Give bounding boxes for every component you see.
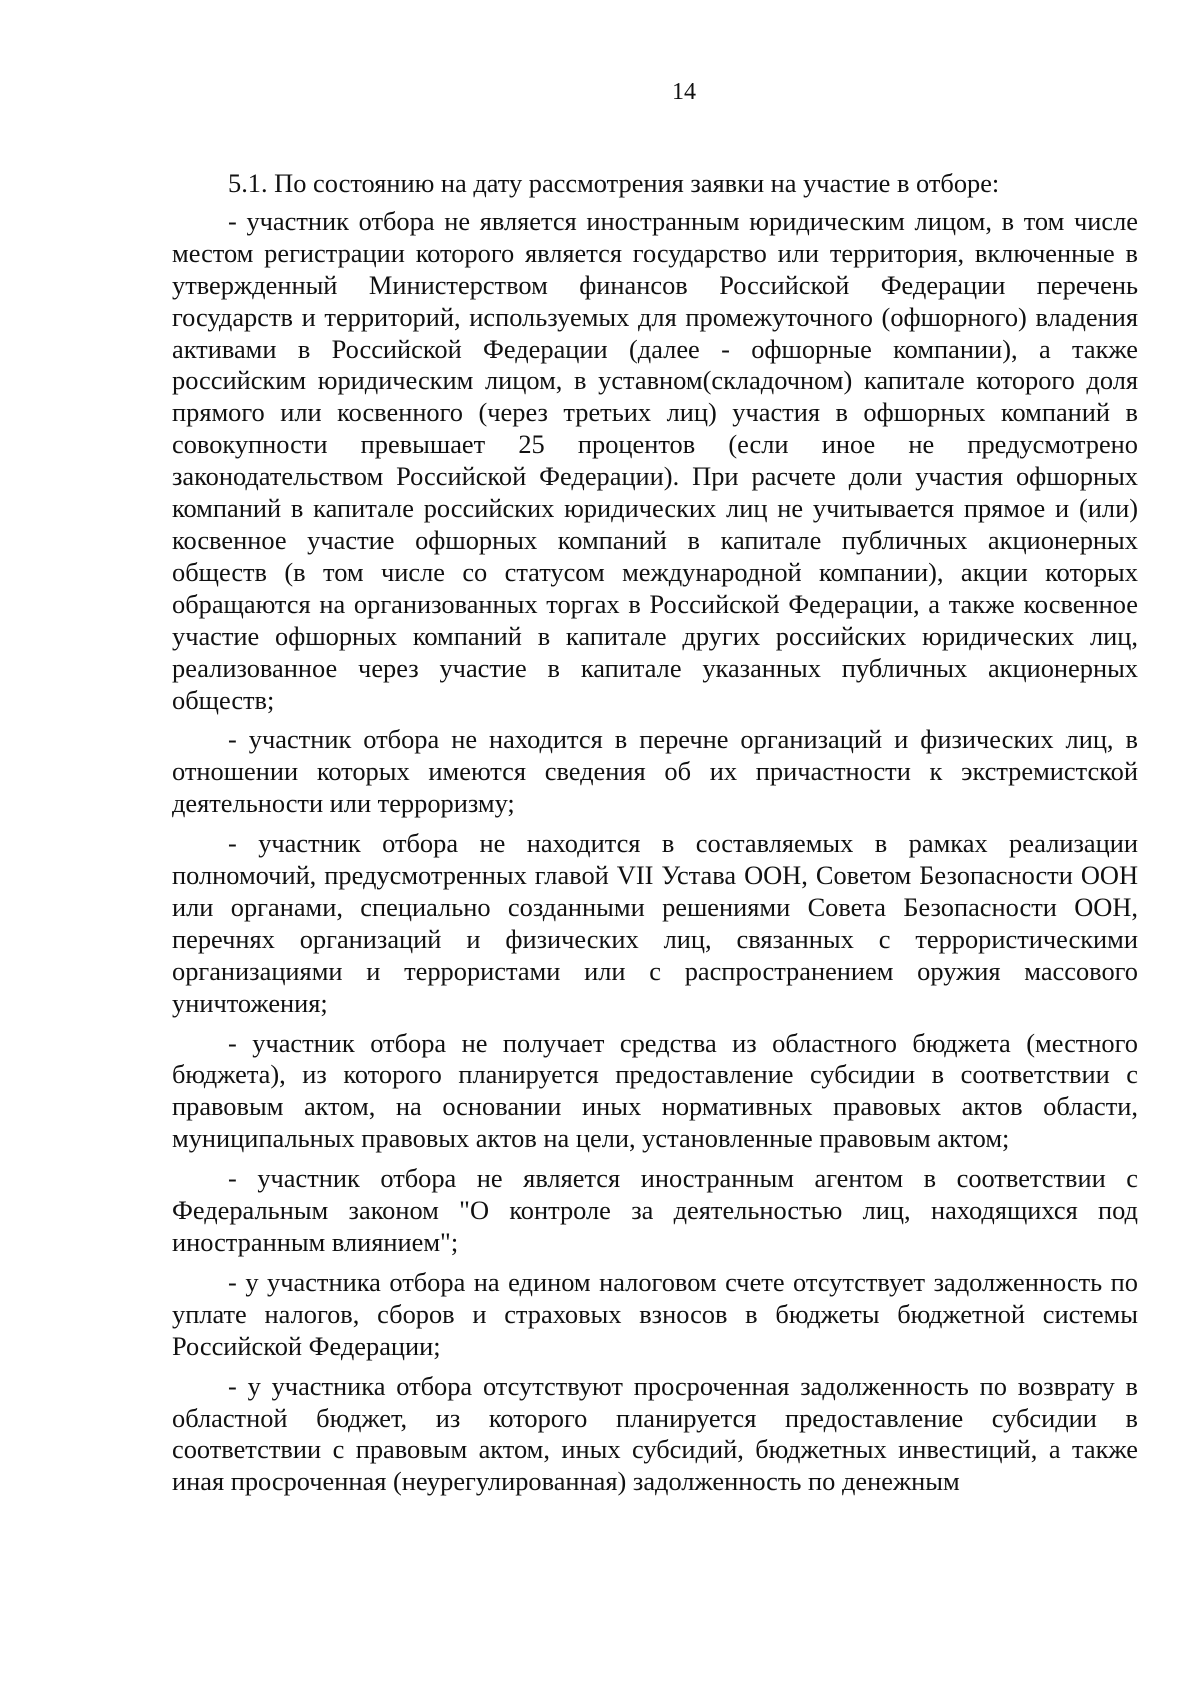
paragraph-tax-debt: - у участника отбора на едином налоговом счете отсутствует задолженность по уплате налогов, сборов и страховых взносов в бюджеты бюджетной системы Российской Федерации; [172, 1266, 1138, 1361]
clause-heading: 5.1. По состоянию на дату рассмотрения заявки на участие в отборе: [228, 168, 1000, 198]
paragraph-offshore: - участник отбора не является иностранным юридическим лицом, в том числе местом регистрации которого является государство или территория, включенные в утвержденный Министерством финансов Российской Федерации перечень государств и территорий, используемых для промежуточного (офшорного) владения активами в Российской Федерации (далее - офшорные компании), а также российским юридическим лицом, в уставном(складочном) капитале которого доля прямого или косвенного (через третьих лиц) участия в офшорных компаний в совокупности превышает 25 процентов (если иное не предусмотрено законодательством Российской Федерации). При расчете доли участия офшорных компаний в капитале российских юридических лиц не учитывается прямое и (или) косвенное участие офшорных компаний в капитале публичных акционерных обществ (в том числе со статусом международной компании), акции которых обращаются на организованных торгах в Российской Федерации, а также косвенное участие офшорных компаний в капитале других российских юридических лиц, реализованное через участие в капитале указанных публичных акционерных обществ; [172, 205, 1138, 715]
paragraph-extremism: - участник отбора не находится в перечне организаций и физических лиц, в отношении которых имеются сведения об их причастности к экстремистской деятельности или терроризму; [172, 724, 1138, 819]
paragraph-overdue-debt: - у участника отбора отсутствуют просроченная задолженность по возврату в областной бюджет, из которого планируется предоставление субсидии в соответствии с правовым актом, иных субсидий, бюджетных инвестиций, а также иная просроченная (неурегулированная) задолженность по денежным [172, 1370, 1138, 1497]
paragraph-un-sanctions: - участник отбора не находится в составляемых в рамках реализации полномочий, предусмотренных главой VII Устава ООН, Советом Безопасности ООН или органами, специально созданными решениями Совета Безопасности ООН, перечнях организаций и физических лиц, связанных с террористическими организациями и террористами или с распространением оружия массового уничтожения; [172, 828, 1138, 1018]
paragraph-foreign-agent: - участник отбора не является иностранным агентом в соответствии с Федеральным законом "О контроле за деятельностью лиц, находящихся под иностранным влиянием"; [172, 1163, 1138, 1257]
page-number: 14 [672, 79, 696, 105]
paragraph-regional-budget: - участник отбора не получает средства из областного бюджета (местного бюджета), из которого планируется предоставление субсидии в соответствии с правовым актом, на основании иных нормативных правовых актов области, муниципальных правовых актов на цели, установленные правовым актом; [172, 1027, 1138, 1154]
document-body [172, 168, 1138, 1506]
